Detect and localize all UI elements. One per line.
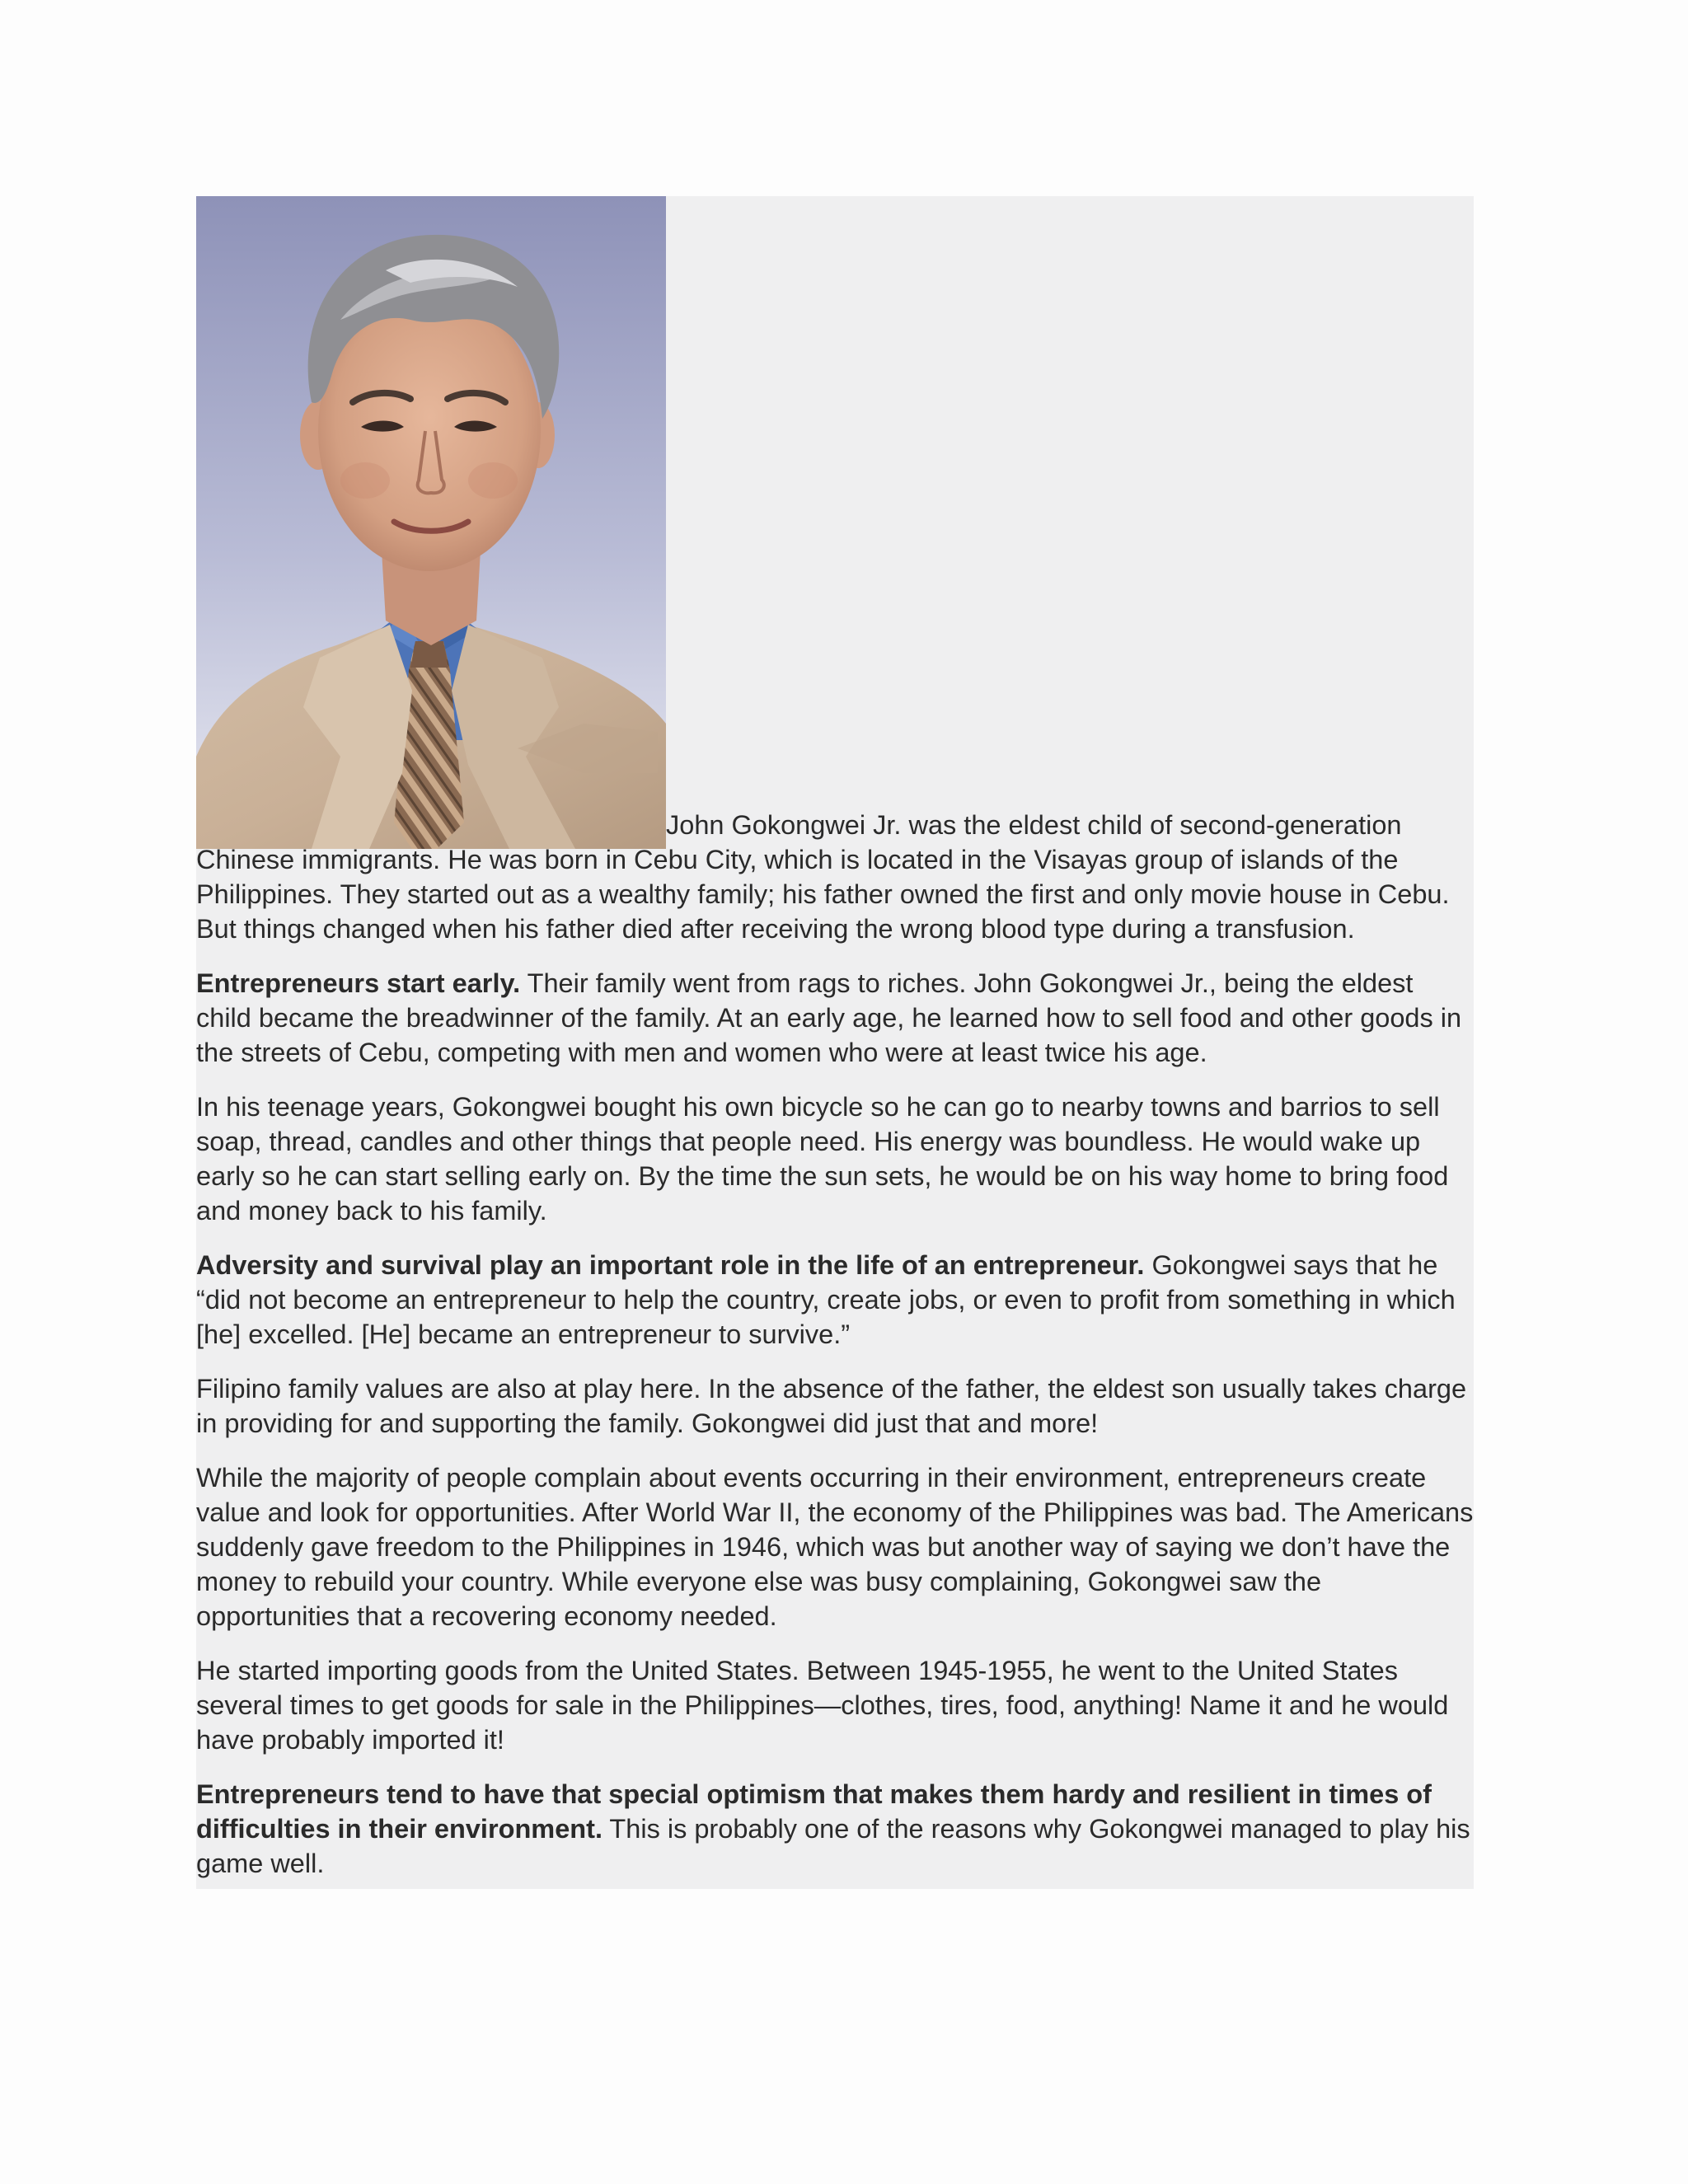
paragraph-2-text: In his teenage years, Gokongwei bought his own bicycle so he can go to nearby towns and barrios to sell soap, thread, candles and other things that people need. His energy was boundless. He would wake up early so he can start selling early on. By the time the sun sets, he would be on his way home to bring food and money back to his family. — [196, 1092, 1449, 1226]
article-paragraph-2 — [196, 1090, 1474, 1228]
paragraph-3-text: Gokongwei says that he “did not become an entrepreneur to help the country, create jobs, or even to profit from something in which [he] excelled. [He] became an entrepreneur to survive.” — [196, 1250, 1456, 1349]
paragraph-5-text: While the majority of people complain about events occurring in their environment, entrepreneurs create value and look for opportunities. After World War II, the economy of the Philippines was bad. The Americans suddenly gave freedom to the Philippines in 1946, which was but another way of saying we don’t have the money to rebuild your country. While everyone else was busy complaining, Gokongwei saw the opportunities that a recovering economy needed. — [196, 1463, 1474, 1631]
article-paragraph-6 — [196, 1653, 1474, 1757]
article-paragraph-7 — [196, 1777, 1474, 1881]
paragraph-4-text: Filipino family values are also at play here. In the absence of the father, the eldest son usually takes charge in providing for and supporting the family. Gokongwei did just that and more! — [196, 1374, 1467, 1438]
lead-paragraph — [196, 196, 1474, 946]
paragraph-1-bold: Entrepreneurs start early. — [196, 968, 521, 998]
paragraph-6-text: He started importing goods from the United States. Between 1945-1955, he went to the United States several times to get goods for sale in the Philippines—clothes, tires, food, anything! Name it and he would have probably imported it! — [196, 1656, 1449, 1755]
article-paragraph-5 — [196, 1460, 1474, 1633]
paragraph-3-bold: Adversity and survival play an important role in the life of an entrepreneur. — [196, 1250, 1145, 1280]
article-block — [196, 196, 1474, 1889]
paragraph-7-bold: Entrepreneurs tend to have that special optimism that makes them hardy and resilient in times of difficulties in their environment. — [196, 1779, 1432, 1844]
portrait-photo — [196, 196, 666, 849]
paragraph-1-text: Their family went from rags to riches. John Gokongwei Jr., being the eldest child became the breadwinner of the family. At an early age, he learned how to sell food and other goods in the streets of Cebu, competing with men and women who were at least twice his age. — [196, 968, 1462, 1067]
lead-text: John Gokongwei Jr. was the eldest child of second-generation Chinese immigrants. He was born in Cebu City, which is located in the Visayas group of islands of the Philippines. They started out as a wealthy family; his father owned the first and only movie house in Cebu. But things changed when his father died after receiving the wrong blood type during a transfusion. — [196, 810, 1450, 944]
article-paragraph-4 — [196, 1371, 1474, 1441]
article-paragraph-3 — [196, 1248, 1474, 1352]
paragraph-7-text: This is probably one of the reasons why Gokongwei managed to play his game well. — [196, 1814, 1470, 1878]
article-paragraph-1 — [196, 966, 1474, 1070]
